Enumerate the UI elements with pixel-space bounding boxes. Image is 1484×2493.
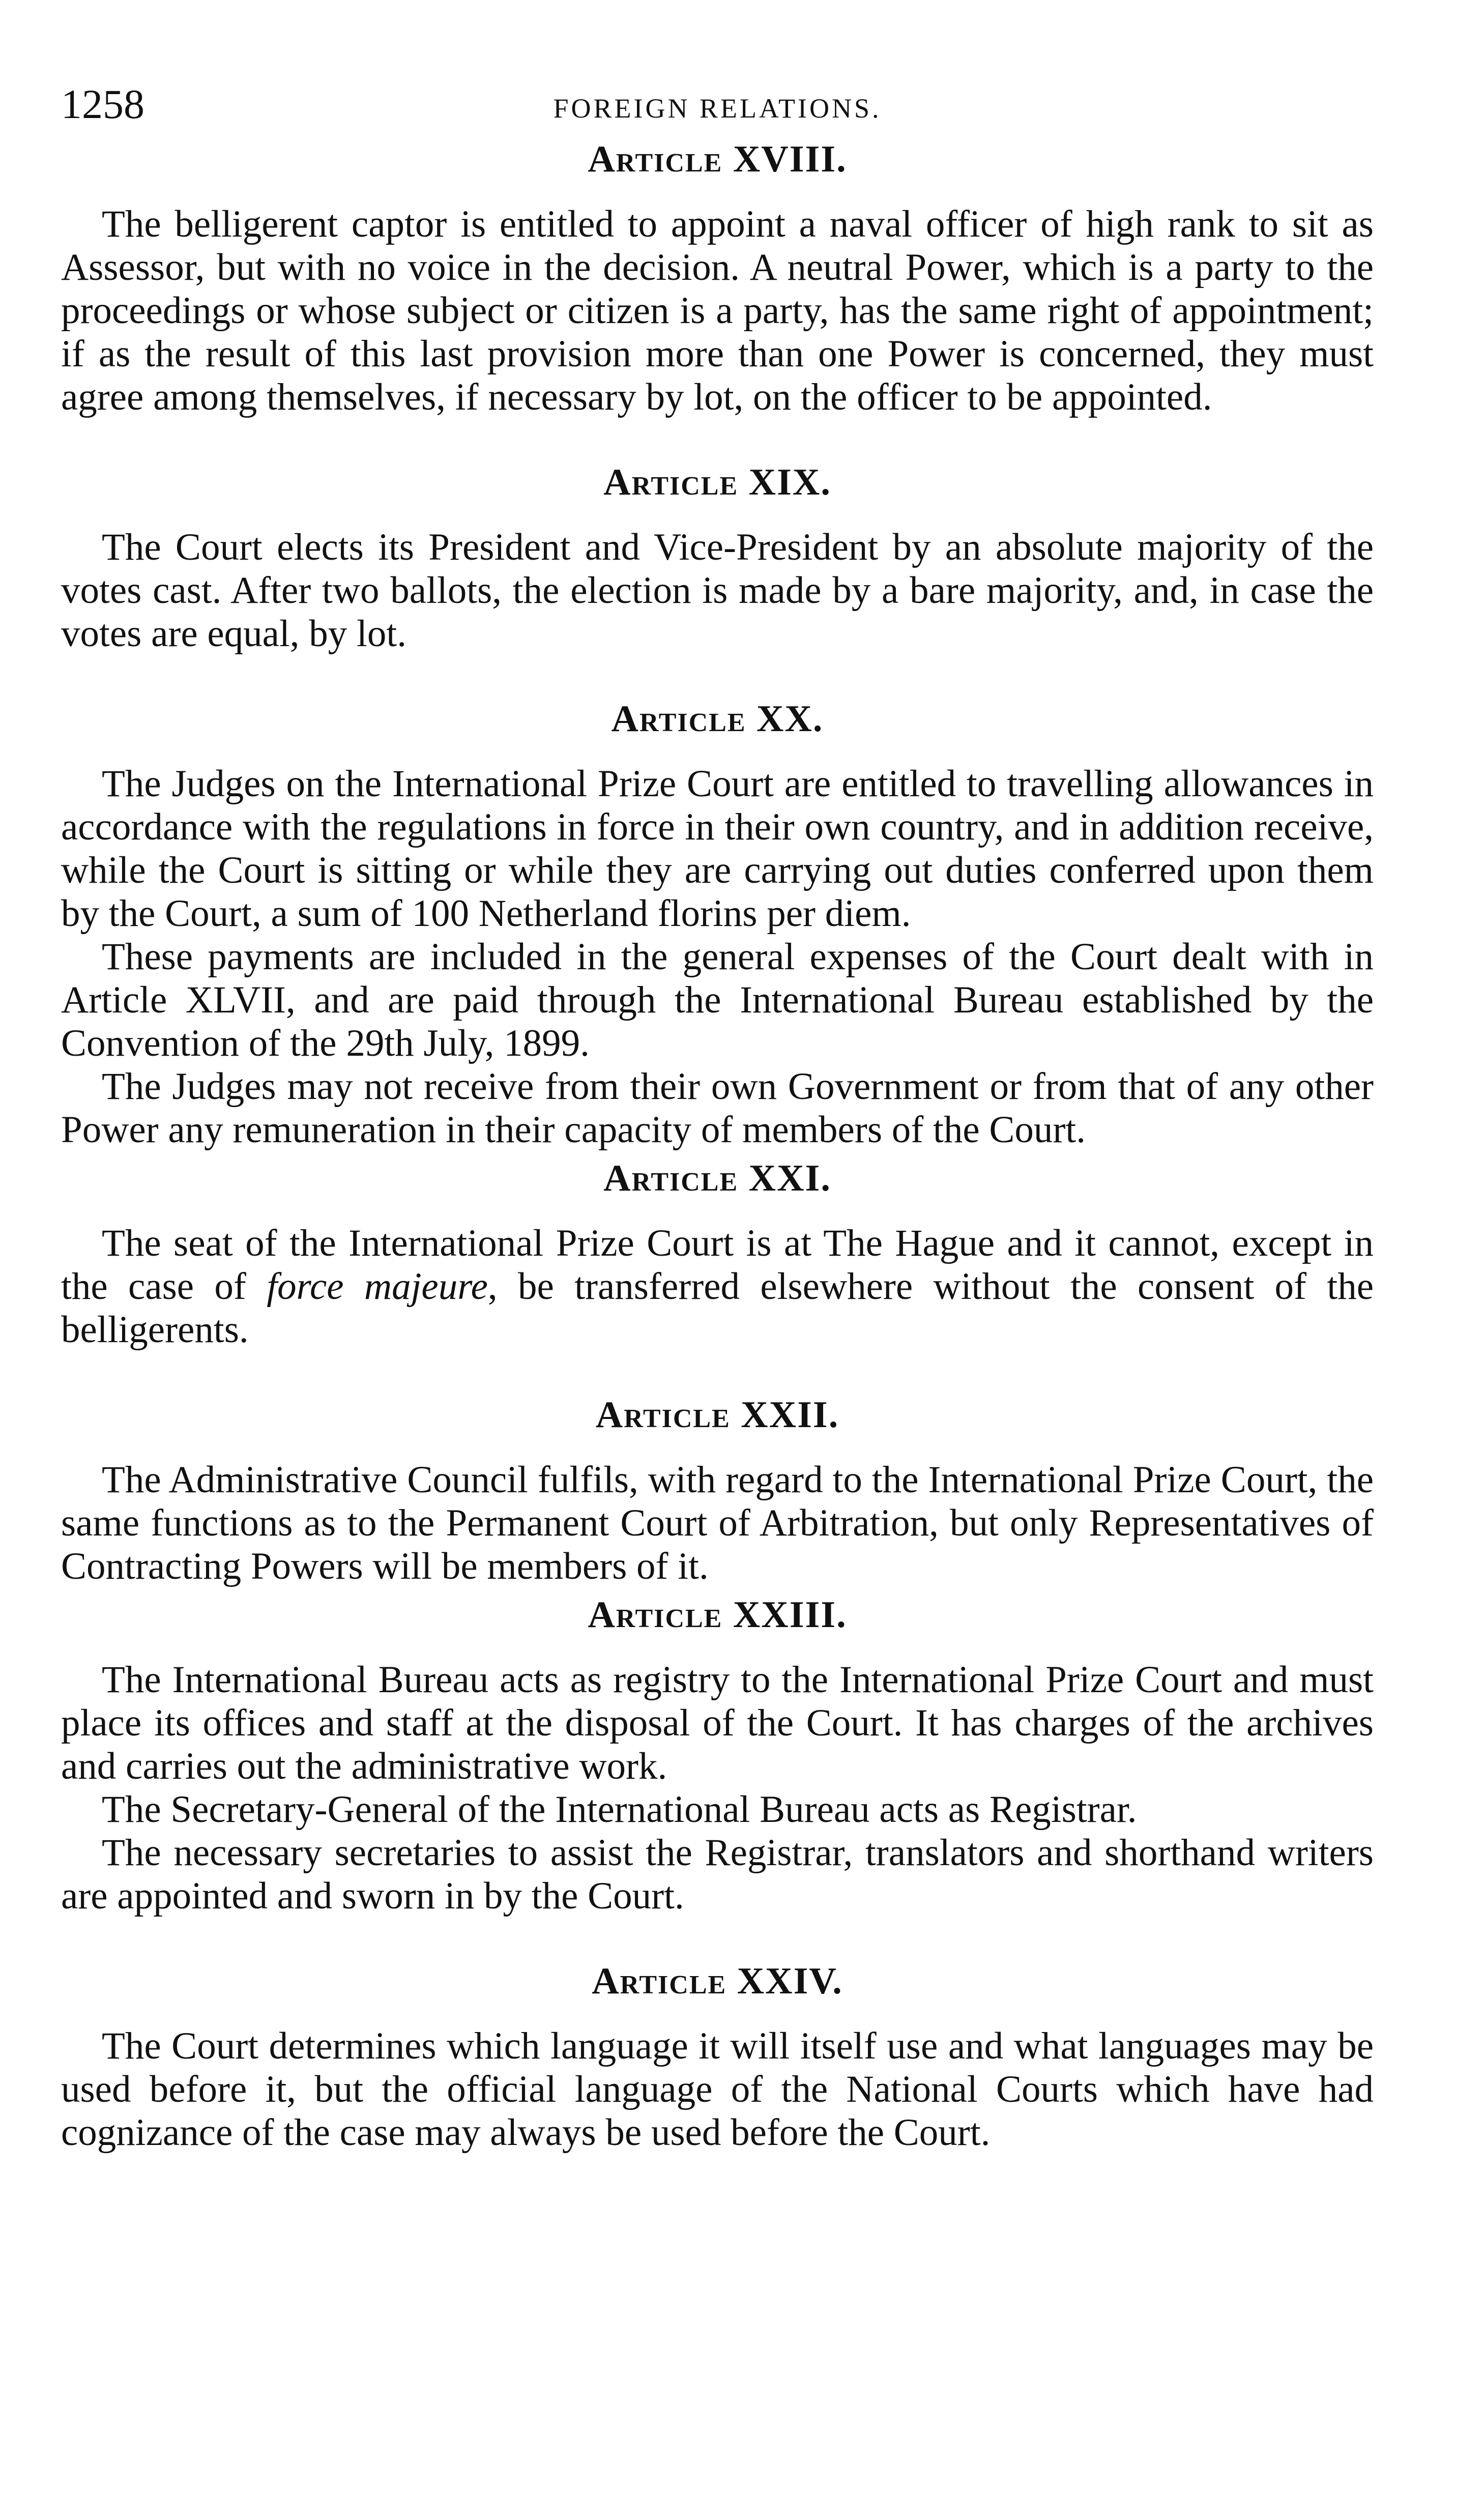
article-paragraph: The Court elects its President and Vice-President by an absolute majority of the votes cast. After two ballots, the election is made by a bare majority, and, in case the votes are equal, by lot. [61, 526, 1374, 655]
article-paragraph: These payments are included in the general expenses of the Court dealt with in Article XLVII, and are paid through the International Bureau established by the Convention of the 29th July, 1899. [61, 936, 1374, 1064]
article-paragraph: The belligerent captor is entitled to appoint a naval officer of high rank to sit as Assessor, but with no voice in the decision. A neutral Power, which is a party to the proceedings or whose subject or citizen is a party, has the same right of appointment; if as the result of this last provision more than one Power is concerned, they must agree among themselves, if necessary by lot, on the officer to be appointed. [61, 203, 1374, 418]
article-heading: Article XXIV. [592, 1960, 843, 2002]
article-paragraph: The Judges may not receive from their own Government or from that of any other Power any remuneration in their capacity of members of the Court. [61, 1065, 1374, 1151]
page-number: 1258 [61, 81, 144, 127]
article-paragraph: The Court determines which language it will itself use and what languages may be used before it, but the official language of the National Courts which have had cognizance of the case may always be used before the Court. [61, 2025, 1374, 2154]
paragraph-text: , be transferred elsewhere without the consent of the belligerents. [61, 1265, 1374, 1351]
article-24 [61, 1958, 1374, 2154]
paragraph-text: The seat of the International Prize Court is at The Hague and it cannot, except in the case of [61, 1222, 1374, 1308]
article-paragraph: The Judges on the International Prize Court are entitled to travelling allowances in accordance with the regulations in force in their own country, and in addition receive, while the Court is sitting or while they are carrying out duties conferred upon them by the Court, a sum of 100 Netherland florins per diem. [61, 763, 1374, 935]
article-paragraph [61, 1222, 1374, 1351]
article-23 [61, 1592, 1374, 1918]
article-paragraph: The Administrative Council fulfils, with regard to the International Prize Court, the same functions as to the Permanent Court of Arbitration, but only Representatives of Contracting Powers will be members of it. [61, 1459, 1374, 1587]
article-paragraph: The International Bureau acts as registry to the International Prize Court and must place its offices and staff at the disposal of the Court. It has charges of the archives and carries out the administrative work. [61, 1659, 1374, 1787]
article-22 [61, 1392, 1374, 1588]
article-heading: Article XXI. [603, 1157, 831, 1199]
running-title: FOREIGN RELATIONS. [553, 93, 882, 124]
article-19 [61, 459, 1374, 655]
article-heading: Article XX. [611, 698, 824, 740]
article-heading: Article XXII. [595, 1394, 839, 1436]
document-page [61, 76, 1374, 2154]
article-heading: Article XXIII. [588, 1594, 847, 1636]
article-18 [61, 136, 1374, 419]
running-head [61, 76, 1374, 132]
italic-term: force majeure [267, 1265, 488, 1308]
article-paragraph: The Secretary-General of the International Bureau acts as Registrar. [102, 1788, 1137, 1831]
article-heading: Article XIX. [603, 461, 831, 503]
article-21 [61, 1155, 1374, 1351]
article-20 [61, 696, 1374, 1151]
article-heading: Article XVIII. [588, 138, 847, 180]
article-paragraph: The necessary secretaries to assist the Registrar, translators and shorthand writers are appointed and sworn in by the Court. [61, 1832, 1374, 1917]
